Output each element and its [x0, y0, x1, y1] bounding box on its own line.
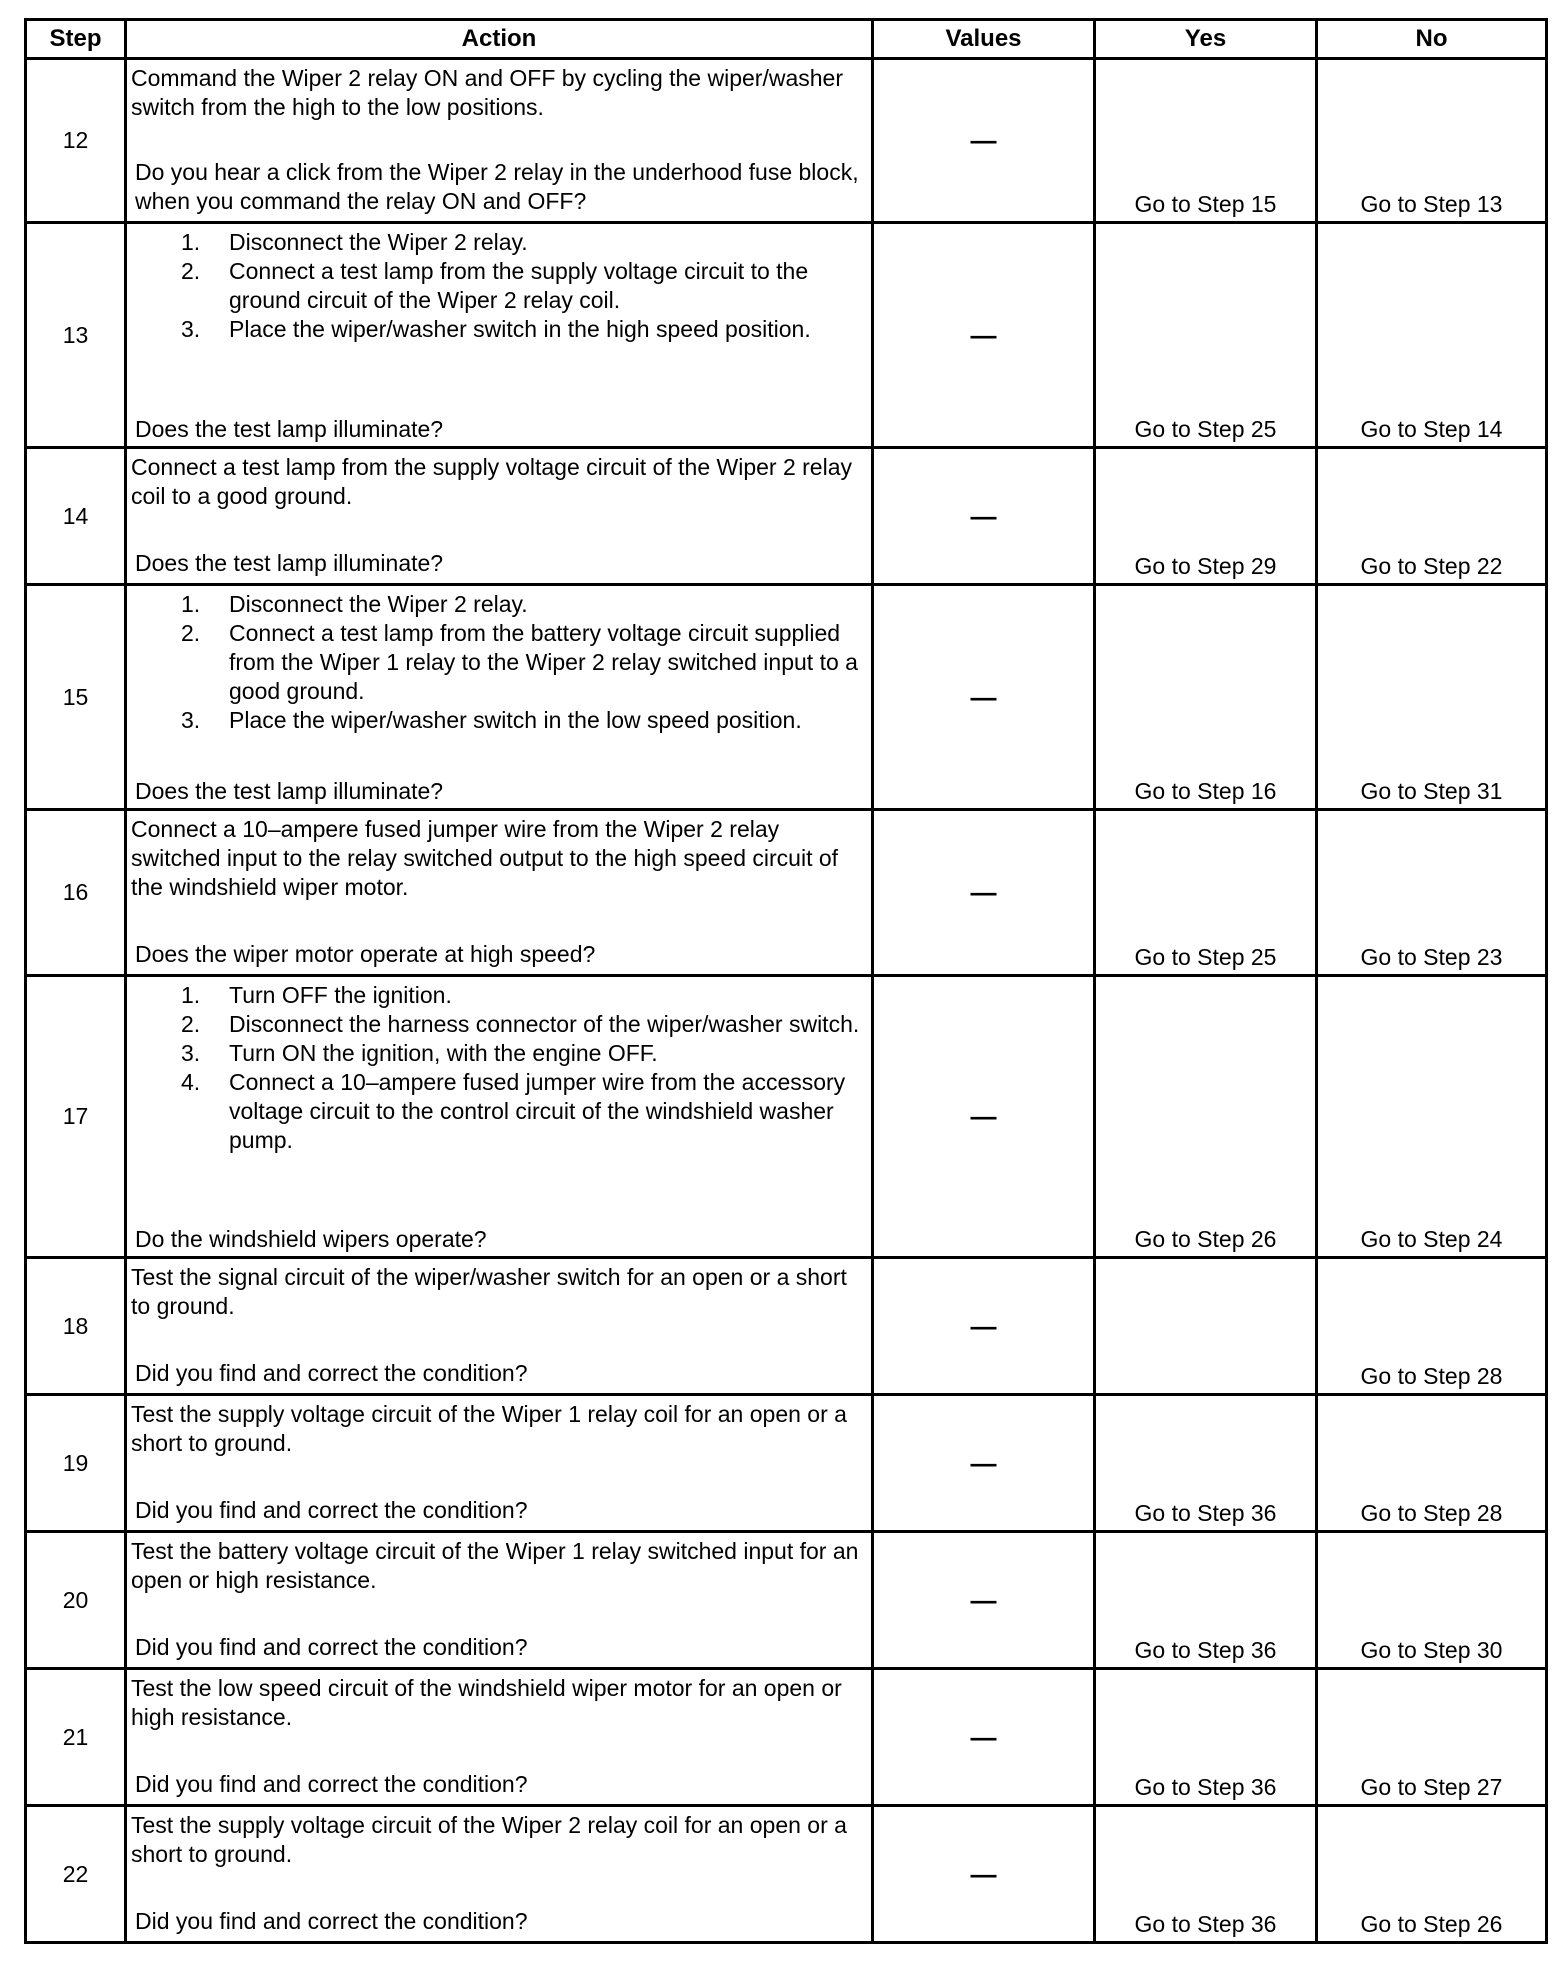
action-step-text: Disconnect the Wiper 2 relay. [229, 229, 528, 255]
table-row [26, 1806, 1547, 1943]
yes-result: Go to Step 15 [1095, 59, 1317, 223]
action-content [131, 1533, 867, 1664]
action-instruction: Connect a test lamp from the supply voltage circuit of the Wiper 2 relay coil to a good ground. [131, 454, 852, 509]
values-cell: — [873, 976, 1095, 1258]
action-cell [126, 1669, 873, 1806]
values-cell: — [873, 1258, 1095, 1395]
action-step-number: 1. [181, 591, 201, 617]
diagnostic-table [24, 18, 1548, 1944]
action-instruction: Test the battery voltage circuit of the Wiper 1 relay switched input for an open or high resistance. [131, 1538, 859, 1593]
values-cell: — [873, 448, 1095, 585]
action-step-text: Turn OFF the ignition. [229, 982, 452, 1008]
action-step-number: 2. [181, 620, 201, 646]
step-number: 18 [26, 1258, 126, 1395]
action-question: Do you hear a click from the Wiper 2 relay in the underhood fuse block, when you command the relay ON and OFF? [135, 159, 859, 214]
action-step-item [131, 1010, 867, 1039]
action-step-number: 3. [181, 707, 201, 733]
action-question: Does the test lamp illuminate? [135, 416, 444, 442]
action-question: Do the windshield wipers operate? [135, 1226, 487, 1252]
action-step-text: Place the wiper/washer switch in the low speed position. [229, 707, 802, 733]
action-step-item [131, 619, 867, 706]
step-number: 22 [26, 1806, 126, 1943]
header-no: No [1317, 20, 1547, 59]
action-step-item [131, 228, 867, 257]
action-content [131, 449, 867, 580]
action-cell [126, 810, 873, 976]
table-row [26, 810, 1547, 976]
values-cell: — [873, 1669, 1095, 1806]
yes-result: Go to Step 36 [1095, 1395, 1317, 1532]
no-result: Go to Step 28 [1317, 1395, 1547, 1532]
action-content [131, 228, 867, 446]
step-number: 17 [26, 976, 126, 1258]
step-number: 13 [26, 223, 126, 448]
action-instruction: Test the supply voltage circuit of the Wiper 2 relay coil for an open or a short to ground. [131, 1812, 847, 1867]
action-content [131, 1259, 867, 1390]
yes-result: Go to Step 36 [1095, 1532, 1317, 1669]
header-values: Values [873, 20, 1095, 59]
values-cell: — [873, 223, 1095, 448]
action-step-list [131, 228, 867, 344]
action-question: Does the wiper motor operate at high speed? [135, 941, 596, 967]
action-question: Did you find and correct the condition? [135, 1497, 528, 1523]
action-step-item [131, 706, 867, 735]
action-content [131, 1807, 867, 1938]
no-result: Go to Step 31 [1317, 585, 1547, 810]
no-result: Go to Step 14 [1317, 223, 1547, 448]
values-cell: — [873, 59, 1095, 223]
no-result: Go to Step 24 [1317, 976, 1547, 1258]
yes-result: Go to Step 36 [1095, 1806, 1317, 1943]
values-cell: — [873, 1806, 1095, 1943]
yes-result: Go to Step 36 [1095, 1669, 1317, 1806]
action-cell [126, 223, 873, 448]
no-result: Go to Step 13 [1317, 59, 1547, 223]
step-number: 14 [26, 448, 126, 585]
no-result: Go to Step 26 [1317, 1806, 1547, 1943]
action-instruction: Command the Wiper 2 relay ON and OFF by cycling the wiper/washer switch from the high to the low positions. [131, 65, 843, 120]
action-cell [126, 448, 873, 585]
table-row [26, 1258, 1547, 1395]
action-question: Did you find and correct the condition? [135, 1634, 528, 1660]
table-row [26, 1532, 1547, 1669]
action-cell [126, 59, 873, 223]
action-step-text: Connect a 10–ampere fused jumper wire from the accessory voltage circuit to the control circuit of the windshield washer pump. [229, 1069, 846, 1153]
table-row [26, 59, 1547, 223]
table-row [26, 976, 1547, 1258]
action-step-text: Turn ON the ignition, with the engine OFF. [229, 1040, 658, 1066]
no-result: Go to Step 23 [1317, 810, 1547, 976]
action-step-text: Connect a test lamp from the supply voltage circuit to the ground circuit of the Wiper 2 relay coil. [229, 258, 809, 313]
yes-result [1095, 1258, 1317, 1395]
step-number: 12 [26, 59, 126, 223]
action-step-number: 2. [181, 1011, 201, 1037]
action-question: Did you find and correct the condition? [135, 1908, 528, 1934]
header-yes: Yes [1095, 20, 1317, 59]
table-row [26, 1669, 1547, 1806]
action-content [131, 811, 867, 971]
action-question: Did you find and correct the condition? [135, 1771, 528, 1797]
action-instruction: Test the signal circuit of the wiper/washer switch for an open or a short to ground. [131, 1264, 847, 1319]
action-cell [126, 1806, 873, 1943]
action-step-item [131, 1039, 867, 1068]
step-number: 16 [26, 810, 126, 976]
action-instruction: Test the low speed circuit of the windshield wiper motor for an open or high resistance. [131, 1675, 842, 1730]
action-step-number: 1. [181, 229, 201, 255]
action-step-item [131, 315, 867, 344]
values-cell: — [873, 810, 1095, 976]
action-step-number: 4. [181, 1069, 201, 1095]
action-instruction: Connect a 10–ampere fused jumper wire from the Wiper 2 relay switched input to the relay switched output to the high speed circuit of the windshield wiper motor. [131, 816, 839, 900]
step-number: 15 [26, 585, 126, 810]
action-step-list [131, 590, 867, 735]
yes-result: Go to Step 16 [1095, 585, 1317, 810]
action-content [131, 60, 867, 218]
header-row [26, 20, 1547, 59]
no-result: Go to Step 28 [1317, 1258, 1547, 1395]
action-step-text: Place the wiper/washer switch in the high speed position. [229, 316, 811, 342]
table-row [26, 223, 1547, 448]
header-action: Action [126, 20, 873, 59]
action-cell [126, 976, 873, 1258]
action-content [131, 590, 867, 808]
action-step-number: 1. [181, 982, 201, 1008]
values-cell: — [873, 1532, 1095, 1669]
action-content [131, 1670, 867, 1801]
table-row [26, 1395, 1547, 1532]
yes-result: Go to Step 25 [1095, 810, 1317, 976]
action-step-text: Disconnect the harness connector of the wiper/washer switch. [229, 1011, 860, 1037]
action-step-text: Connect a test lamp from the battery voltage circuit supplied from the Wiper 1 relay to the Wiper 2 relay switched input to a good ground. [229, 620, 858, 704]
yes-result: Go to Step 26 [1095, 976, 1317, 1258]
table-row [26, 448, 1547, 585]
step-number: 20 [26, 1532, 126, 1669]
table-row [26, 585, 1547, 810]
action-cell [126, 1532, 873, 1669]
no-result: Go to Step 22 [1317, 448, 1547, 585]
yes-result: Go to Step 25 [1095, 223, 1317, 448]
no-result: Go to Step 27 [1317, 1669, 1547, 1806]
action-content [131, 981, 867, 1256]
action-step-text: Disconnect the Wiper 2 relay. [229, 591, 528, 617]
action-cell [126, 1258, 873, 1395]
action-content [131, 1396, 867, 1527]
values-cell: — [873, 1395, 1095, 1532]
header-step: Step [26, 20, 126, 59]
step-number: 21 [26, 1669, 126, 1806]
action-cell [126, 585, 873, 810]
action-step-number: 3. [181, 1040, 201, 1066]
action-step-item [131, 981, 867, 1010]
action-step-number: 2. [181, 258, 201, 284]
no-result: Go to Step 30 [1317, 1532, 1547, 1669]
action-cell [126, 1395, 873, 1532]
action-step-item [131, 1068, 867, 1155]
action-question: Does the test lamp illuminate? [135, 550, 444, 576]
values-cell: — [873, 585, 1095, 810]
action-step-number: 3. [181, 316, 201, 342]
action-question: Did you find and correct the condition? [135, 1360, 528, 1386]
action-step-item [131, 257, 867, 315]
step-number: 19 [26, 1395, 126, 1532]
action-question: Does the test lamp illuminate? [135, 778, 444, 804]
action-step-item [131, 590, 867, 619]
yes-result: Go to Step 29 [1095, 448, 1317, 585]
action-step-list [131, 981, 867, 1155]
action-instruction: Test the supply voltage circuit of the Wiper 1 relay coil for an open or a short to ground. [131, 1401, 847, 1456]
